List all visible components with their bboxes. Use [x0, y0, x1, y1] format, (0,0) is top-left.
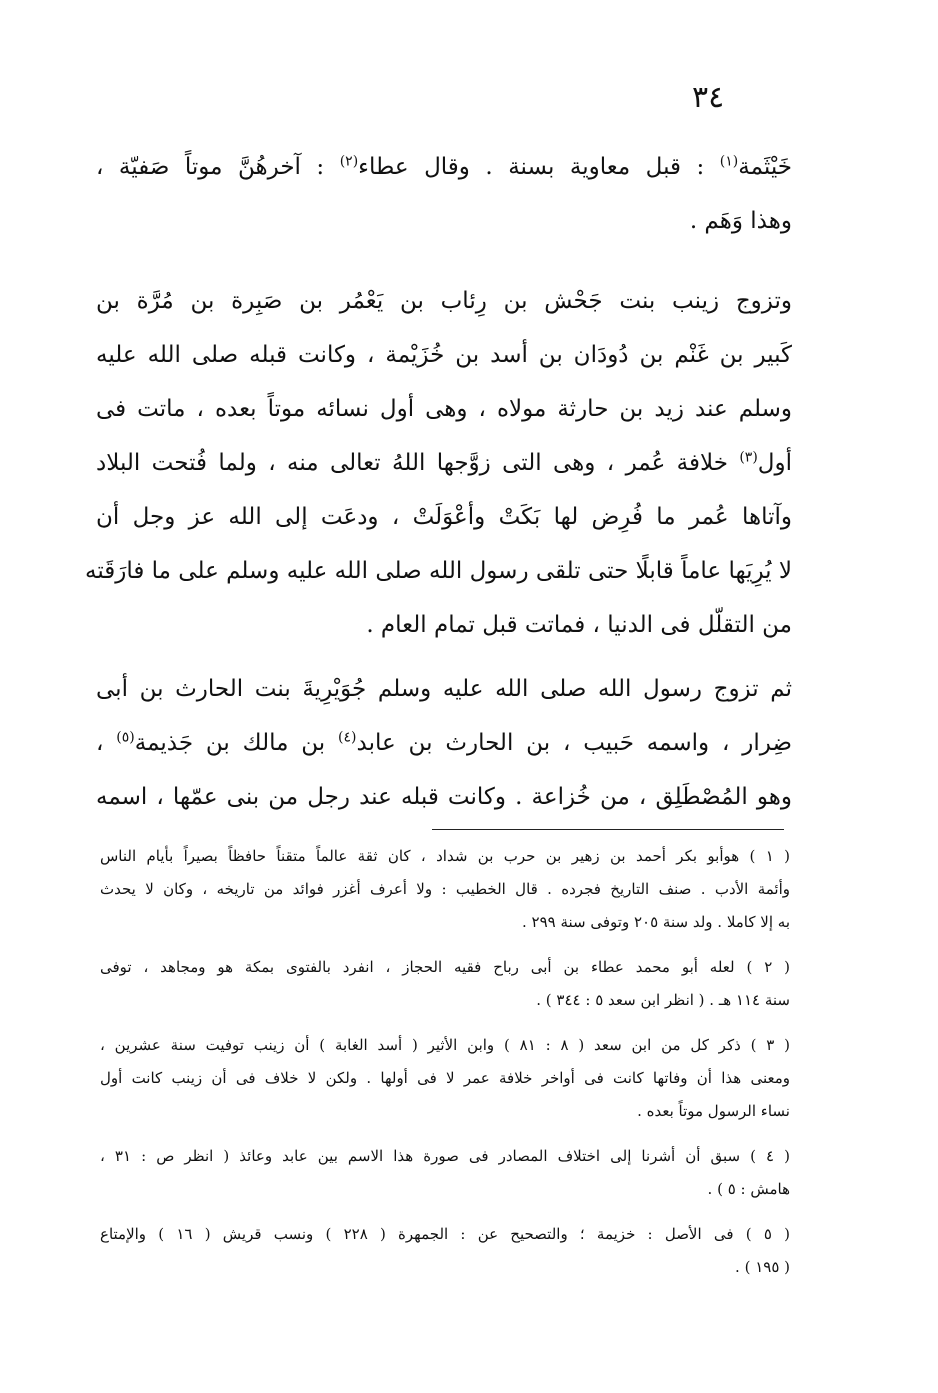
footnote-line: ( ٤ ) سبق أن أشرنا إلى اختلاف المصادر فى صورة هذا الاسم بين عابد وعائذ ( انظر ص : ٣١ ، — [100, 1147, 791, 1165]
text-segment: ، — [96, 730, 117, 756]
text-segment: : قبل معاوية بسنة . وقال عطاء — [358, 154, 720, 180]
footnote-line: وأئمة الأدب . صنف التاريخ فجرده . قال الخطيب : ولا أعرف أغزر فوائد من تاريخه ، وكان لا يحدث — [100, 880, 790, 898]
text-segment: ضِرار ، واسمه حَبيب ، بن الحارث بن عابد — [356, 730, 793, 756]
text-line: وآتاها عُمر ما فُرِض لها بَكَتْ وأعْوَلَتْ ، ودعَت إلى الله عز وجل أن — [96, 504, 792, 530]
footnote-line: ( ١٩٥ ) . — [735, 1258, 790, 1276]
text-line: لا يُرِيَها عاماً قابلًا حتى تلقى رسول الله صلى الله عليه وسلم على ما فارَقَته — [84, 558, 792, 584]
page-number: ٣٤ — [692, 80, 725, 115]
text-line: وهذا وَهَم . — [689, 208, 792, 234]
footnote-gap — [100, 939, 790, 951]
footnote-marker: (٥) — [116, 729, 135, 746]
footnote-line: به إلا كاملا . ولد سنة ٢٠٥ وتوفى سنة ٢٩٩ . — [521, 913, 790, 931]
footnote-line: ومعنى هذا أن وفاتها كانت فى أواخر خلافة عمر لا فى أولها . ولكن لا خلاف فى أن زينب كانت أول — [100, 1069, 790, 1087]
footnote-line: هامش : ٥ ) . — [707, 1180, 790, 1198]
footnote-marker: (١) — [719, 153, 739, 170]
footnote-marker: (٣) — [739, 449, 758, 466]
text-line: وتزوج زينب بنت جَحْش بن رِئاب بن يَعْمُر بن صَبِرة بن مُرَّة بن — [96, 288, 792, 314]
footnote-line: ( ٥ ) فى الأصل : خزيمة ؛ والتصحيح عن : الجمهرة ( ٢٢٨ ) ونسب قريش ( ١٦ ) والإمتاع — [100, 1225, 790, 1243]
footnote-gap — [100, 1017, 790, 1029]
text-segment: أول — [757, 450, 792, 476]
text-line: وهو المُصْطَلِق ، من خُزاعة . وكانت قبله عند رجل من بنى عمّها ، اسمه — [96, 784, 792, 810]
text-line: ثم تزوج رسول الله صلى الله عليه وسلم جُوَيْرِيةَ بنت الحارث بن أبى — [96, 676, 792, 702]
paragraph-gap — [96, 248, 792, 274]
text-line: من التقلّل فى الدنيا ، فماتت قبل تمام العام . — [366, 612, 792, 638]
footnote-marker: (٤) — [338, 729, 357, 746]
footnote-line: ( ٣ ) ذكر كل من ابن سعد ( ٨ : ٨١ ) وابن الأثير ( أسد الغابة ) أن زينب توفيت سنة عشرين ، — [100, 1036, 790, 1054]
footnote-gap — [100, 1206, 790, 1218]
footnote-gap — [100, 1128, 790, 1140]
footnote-line: نساء الرسول موتاً بعده . — [637, 1102, 790, 1120]
text-line — [96, 140, 792, 194]
footnote-marker: (٢) — [339, 153, 359, 170]
text-segment: بن مالك بن جَذيمة — [134, 730, 339, 756]
footnote-line: ( ٢ ) لعله أبو محمد عطاء بن أبى رباح فقيه الحجاز ، انفرد بالفتوى بمكة هو ومجاهد ، توفى — [100, 958, 791, 976]
footnote-line: سنة ١١٤ هـ . ( انظر ابن سعد ٥ : ٣٤٤ ) . — [536, 991, 790, 1009]
text-segment: خلافة عُمر ، وهى التى زوَّجها اللهُ تعالى منه ، ولما فُتحت البلاد — [96, 450, 740, 476]
text-line — [96, 716, 792, 770]
text-line: وسلم عند زيد بن حارثة مولاه ، وهى أول نسائه موتاً بعده ، ماتت فى — [96, 396, 792, 422]
footnote-divider — [432, 829, 784, 830]
text-line: كَبير بن غَنْم بن دُودَان بن أسد بن خُزَيْمة ، وكانت قبله صلى الله عليه — [96, 342, 792, 368]
footnotes — [100, 840, 790, 1284]
footnote-line: ( ١ ) هوأبو بكر أحمد بن زهير بن حرب بن شداد ، كان ثقة عالماً متقناً حافظاً بصيراً بأيام الناس — [100, 847, 790, 865]
text-line — [96, 436, 792, 490]
paragraph-gap — [96, 652, 792, 662]
main-text — [84, 140, 793, 824]
text-segment: خَيْثَمة — [738, 154, 792, 180]
text-segment: : آخرهُنَّ موتاً صَفيّة ، — [96, 154, 340, 180]
